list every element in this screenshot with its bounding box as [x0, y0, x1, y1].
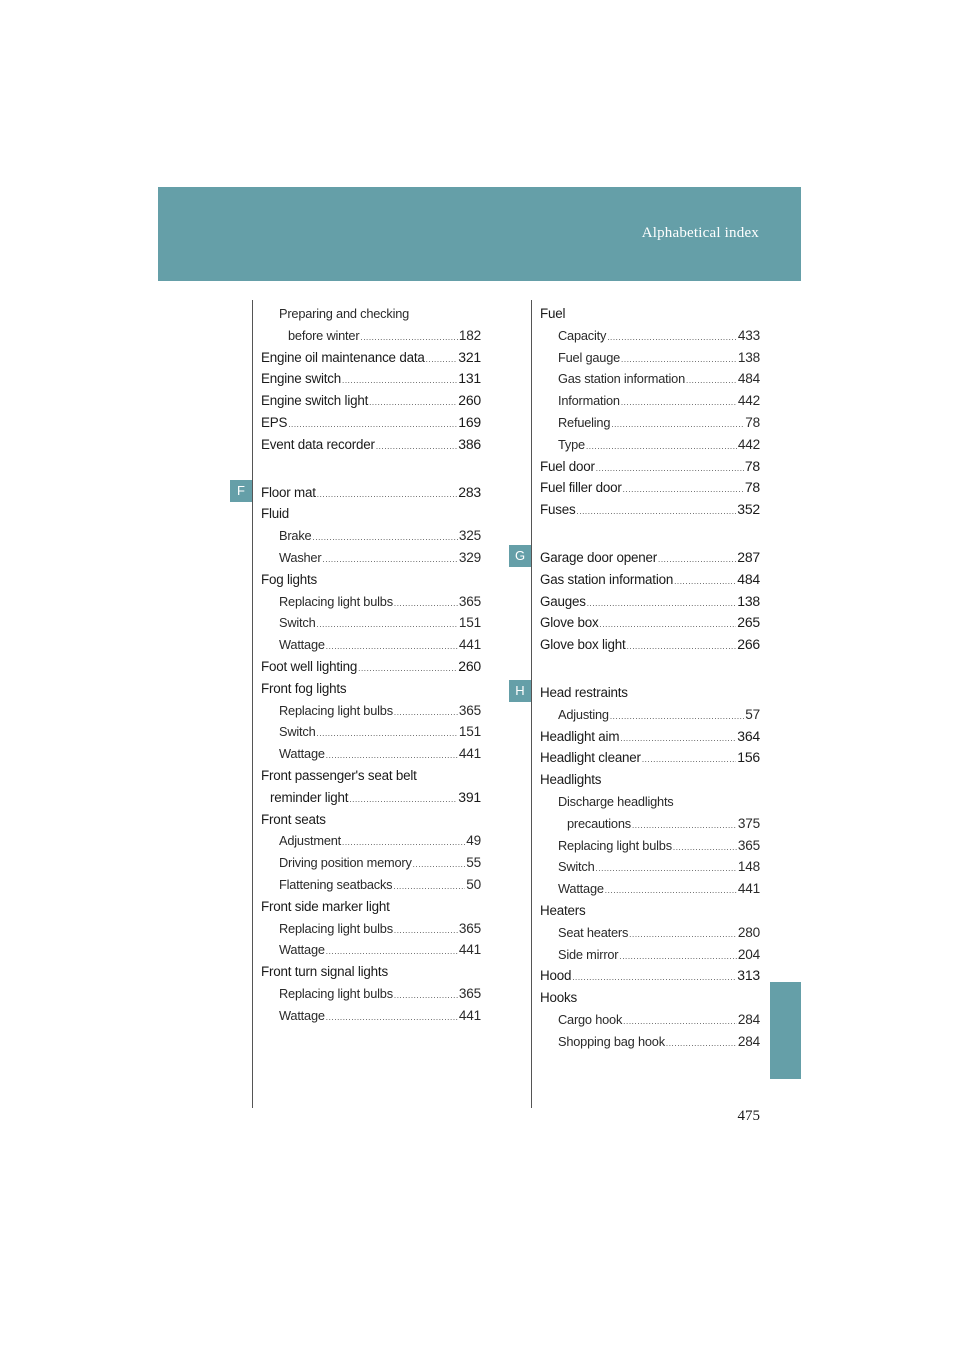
- index-entry: [540, 987, 760, 1009]
- index-term: Gas station information: [540, 571, 674, 587]
- index-term: Foot well lighting: [261, 658, 358, 674]
- index-page-ref[interactable]: 50: [466, 876, 481, 892]
- index-term: Replacing light bulbs: [279, 702, 393, 718]
- leader-dots: [342, 839, 465, 847]
- leader-dots: [317, 730, 458, 738]
- index-term: Refueling: [558, 414, 611, 430]
- index-term: before winter: [288, 327, 360, 343]
- leader-dots: [326, 1014, 458, 1022]
- index-entry: [261, 1005, 481, 1027]
- index-term: Gauges: [540, 593, 586, 609]
- index-entry: [261, 634, 481, 656]
- leader-dots: [596, 865, 737, 873]
- index-term: Headlights: [540, 772, 602, 788]
- leader-dots: [674, 578, 736, 586]
- index-term: Shopping bag hook: [558, 1033, 665, 1049]
- index-entry: [540, 499, 760, 521]
- index-term: Wattage: [279, 746, 325, 762]
- index-page-ref[interactable]: 78: [744, 479, 760, 496]
- leader-dots: [376, 443, 457, 451]
- index-term: Seat heaters: [558, 924, 629, 940]
- index-entry: [261, 896, 481, 918]
- leader-dots: [394, 600, 458, 608]
- index-page-ref[interactable]: 441: [458, 942, 481, 958]
- index-page-ref[interactable]: 442: [737, 436, 760, 452]
- index-entry: [540, 456, 760, 478]
- index-term: Floor mat: [261, 484, 316, 500]
- index-entry: [540, 412, 760, 434]
- index-term: Driving position memory: [279, 855, 412, 871]
- leader-dots: [596, 465, 744, 473]
- leader-dots: [621, 399, 737, 407]
- index-entry: [540, 682, 760, 704]
- index-page-ref[interactable]: 266: [737, 636, 760, 653]
- leader-dots: [666, 1040, 737, 1048]
- left-column-rule: [252, 300, 253, 1108]
- leader-dots: [326, 752, 458, 760]
- index-page-ref[interactable]: 182: [458, 327, 481, 343]
- leader-dots: [288, 421, 457, 429]
- index-entry: [261, 612, 481, 634]
- index-entry: [540, 769, 760, 791]
- leader-dots: [586, 443, 737, 451]
- index-page-ref[interactable]: 441: [458, 1007, 481, 1023]
- section-gap: [540, 521, 760, 547]
- header-title: Alphabetical index: [641, 225, 759, 241]
- index-term: Front side marker light: [261, 898, 390, 914]
- index-entry: [540, 900, 760, 922]
- index-page-ref[interactable]: 365: [458, 702, 481, 718]
- leader-dots: [576, 508, 736, 516]
- index-entry: [261, 547, 481, 569]
- index-entry: [540, 347, 760, 369]
- index-term: Wattage: [558, 881, 604, 897]
- index-page-ref[interactable]: 441: [737, 881, 760, 897]
- index-entry: [540, 878, 760, 900]
- index-entry: [261, 678, 481, 700]
- leader-dots: [394, 709, 458, 717]
- index-page-ref[interactable]: 321: [458, 348, 481, 365]
- index-term: Fuel door: [540, 458, 595, 474]
- index-term: Fuses: [540, 502, 576, 518]
- index-term: Switch: [279, 615, 316, 631]
- index-page-ref[interactable]: 204: [737, 946, 760, 962]
- index-page-ref[interactable]: 287: [737, 548, 760, 565]
- index-page-ref[interactable]: 365: [458, 985, 481, 1001]
- index-entry: [261, 591, 481, 613]
- index-page-ref[interactable]: 148: [737, 859, 760, 875]
- leader-dots: [317, 491, 457, 499]
- index-term: Garage door opener: [540, 549, 658, 565]
- index-term: Headlight cleaner: [540, 750, 641, 766]
- index-term: reminder light: [270, 789, 349, 805]
- index-entry: [261, 939, 481, 961]
- index-page-ref[interactable]: 352: [737, 501, 760, 518]
- index-entry: [540, 325, 760, 347]
- leader-dots: [611, 421, 744, 429]
- index-term: Wattage: [279, 1007, 325, 1023]
- index-page-ref[interactable]: 313: [737, 967, 760, 984]
- leader-dots: [620, 735, 736, 743]
- index-page-ref[interactable]: 365: [458, 920, 481, 936]
- index-term: Fuel gauge: [558, 349, 621, 365]
- leader-dots: [658, 556, 736, 564]
- leader-dots: [312, 534, 457, 542]
- index-term: Front seats: [261, 811, 326, 827]
- index-term: Gas station information: [558, 371, 685, 387]
- index-page-ref[interactable]: 365: [737, 837, 760, 853]
- index-term: Front fog lights: [261, 680, 347, 696]
- index-entry: [261, 874, 481, 896]
- index-entry: [261, 809, 481, 831]
- section-gap: [261, 456, 481, 482]
- index-page-ref[interactable]: 265: [737, 614, 760, 631]
- index-entry: [261, 830, 481, 852]
- index-entry: [261, 569, 481, 591]
- index-entry: [540, 390, 760, 412]
- index-term: Switch: [279, 724, 316, 740]
- leader-dots: [358, 665, 457, 673]
- right-column-rule: [531, 300, 532, 1108]
- letter-tab-g: G: [509, 545, 531, 567]
- index-page-ref[interactable]: 329: [458, 549, 481, 565]
- leader-dots: [587, 600, 737, 608]
- index-entry: [261, 700, 481, 722]
- index-term: Engine switch: [261, 371, 342, 387]
- index-entry: [540, 1031, 760, 1053]
- index-term: Hood: [540, 968, 572, 984]
- index-entry: [261, 347, 481, 369]
- index-entry: [540, 1009, 760, 1031]
- leader-dots: [413, 861, 466, 869]
- index-term: Capacity: [558, 327, 607, 343]
- index-entry: [261, 325, 481, 347]
- leader-dots: [686, 377, 737, 385]
- index-entry: [261, 787, 481, 809]
- index-entry: [261, 412, 481, 434]
- index-entry: [540, 704, 760, 726]
- index-term: Replacing light bulbs: [279, 593, 393, 609]
- index-page-ref[interactable]: 55: [466, 855, 481, 871]
- index-entry: [261, 303, 481, 325]
- index-entry: [540, 634, 760, 656]
- leader-dots: [326, 643, 458, 651]
- index-page-ref[interactable]: 284: [737, 1011, 760, 1027]
- index-page-ref[interactable]: 284: [737, 1033, 760, 1049]
- index-page-ref[interactable]: 386: [458, 435, 481, 452]
- index-page-ref[interactable]: 364: [737, 727, 760, 744]
- index-entry: [540, 368, 760, 390]
- leader-dots: [572, 974, 736, 982]
- index-entry: [540, 791, 760, 813]
- index-entry: [261, 743, 481, 765]
- index-entry: [540, 747, 760, 769]
- index-page-ref[interactable]: 441: [458, 746, 481, 762]
- index-entry: [540, 547, 760, 569]
- leader-dots: [426, 356, 458, 364]
- index-entry: [540, 591, 760, 613]
- index-page-ref[interactable]: 78: [745, 414, 760, 430]
- index-page-ref[interactable]: 365: [458, 593, 481, 609]
- index-entry: [261, 482, 481, 504]
- index-page-ref[interactable]: 375: [737, 815, 760, 831]
- leader-dots: [623, 486, 744, 494]
- leader-dots: [326, 948, 458, 956]
- index-page-ref[interactable]: 131: [458, 370, 481, 387]
- index-entry: [261, 368, 481, 390]
- index-entry: [540, 835, 760, 857]
- leader-dots: [393, 883, 465, 891]
- index-entry: [261, 434, 481, 456]
- index-page-ref[interactable]: 391: [458, 788, 481, 805]
- index-page-ref[interactable]: 151: [458, 724, 481, 740]
- index-term: Information: [558, 393, 620, 409]
- leader-dots: [627, 643, 737, 651]
- index-term: Headlight aim: [540, 728, 620, 744]
- leader-dots: [605, 887, 737, 895]
- index-term: Adjusting: [558, 706, 609, 722]
- page-header: [158, 187, 801, 281]
- index-term: Adjustment: [279, 833, 342, 849]
- index-entry: [540, 922, 760, 944]
- index-entry: [540, 477, 760, 499]
- index-entry: [540, 944, 760, 966]
- index-term: Wattage: [279, 942, 325, 958]
- leader-dots: [394, 927, 458, 935]
- index-term: Fog lights: [261, 571, 318, 587]
- leader-dots: [621, 356, 737, 364]
- leader-dots: [317, 621, 458, 629]
- index-entry: [261, 983, 481, 1005]
- index-page-ref[interactable]: 151: [458, 615, 481, 631]
- index-term: Hooks: [540, 990, 577, 1006]
- index-term: Heaters: [540, 902, 586, 918]
- index-term: Event data recorder: [261, 436, 375, 452]
- index-entry: [261, 390, 481, 412]
- index-entry: [261, 852, 481, 874]
- index-column-left: [261, 303, 481, 1027]
- leader-dots: [632, 822, 737, 830]
- letter-tab-h: H: [509, 680, 531, 702]
- leader-dots: [360, 334, 458, 342]
- index-page-ref[interactable]: 78: [744, 457, 760, 474]
- index-entry: [261, 656, 481, 678]
- index-term: Front turn signal lights: [261, 964, 388, 980]
- leader-dots: [369, 399, 457, 407]
- index-page-ref[interactable]: 283: [458, 483, 481, 500]
- index-entry: [540, 965, 760, 987]
- index-term: Cargo hook: [558, 1011, 623, 1027]
- index-entry: [261, 721, 481, 743]
- leader-dots: [619, 953, 737, 961]
- index-term: precautions: [567, 815, 631, 831]
- index-entry: [540, 303, 760, 325]
- index-term: Brake: [279, 528, 312, 544]
- index-term: Discharge headlights: [558, 793, 674, 809]
- leader-dots: [607, 334, 737, 342]
- index-page-ref[interactable]: 169: [458, 413, 481, 430]
- index-page-ref[interactable]: 280: [737, 924, 760, 940]
- index-term: Type: [558, 436, 585, 452]
- index-term: Washer: [279, 549, 322, 565]
- leader-dots: [629, 931, 737, 939]
- index-column-right: [540, 303, 760, 1053]
- index-entry: [540, 813, 760, 835]
- index-term: Engine oil maintenance data: [261, 349, 425, 365]
- chapter-side-tab: [770, 982, 801, 1079]
- leader-dots: [322, 556, 457, 564]
- index-term: Switch: [558, 859, 595, 875]
- leader-dots: [610, 713, 744, 721]
- index-term: Side mirror: [558, 946, 619, 962]
- index-term: Head restraints: [540, 684, 628, 700]
- page-number: 475: [737, 1108, 760, 1124]
- leader-dots: [349, 796, 457, 804]
- index-page-ref[interactable]: 138: [737, 592, 760, 609]
- leader-dots: [642, 756, 736, 764]
- index-page-ref[interactable]: 442: [737, 393, 760, 409]
- leader-dots: [623, 1018, 737, 1026]
- index-page-ref[interactable]: 156: [737, 749, 760, 766]
- leader-dots: [600, 621, 737, 629]
- index-page-ref[interactable]: 441: [458, 637, 481, 653]
- index-term: Glove box: [540, 615, 599, 631]
- index-page-ref[interactable]: 260: [458, 392, 481, 409]
- leader-dots: [394, 992, 458, 1000]
- index-entry: [540, 569, 760, 591]
- index-term: Fuel filler door: [540, 480, 622, 496]
- index-term: Replacing light bulbs: [279, 985, 393, 1001]
- index-page-ref[interactable]: 484: [737, 371, 760, 387]
- index-term: Front passenger's seat belt: [261, 767, 417, 783]
- index-entry: [261, 918, 481, 940]
- index-term: Wattage: [279, 637, 325, 653]
- index-page-ref[interactable]: 325: [458, 528, 481, 544]
- index-page-ref[interactable]: 138: [737, 349, 760, 365]
- index-page-ref[interactable]: 433: [737, 327, 760, 343]
- letter-tab-f: F: [230, 480, 252, 502]
- index-term: Glove box light: [540, 637, 626, 653]
- index-entry: [261, 765, 481, 787]
- index-term: Replacing light bulbs: [558, 837, 672, 853]
- index-page-ref[interactable]: 484: [737, 570, 760, 587]
- section-gap: [540, 656, 760, 682]
- index-page-ref[interactable]: 49: [466, 833, 481, 849]
- index-entry: [261, 525, 481, 547]
- index-term: Replacing light bulbs: [279, 920, 393, 936]
- index-term: Fuel: [540, 306, 566, 321]
- leader-dots: [673, 844, 737, 852]
- index-term: Engine switch light: [261, 393, 369, 409]
- index-term: Preparing and checking: [279, 306, 410, 321]
- index-term: Fluid: [261, 506, 290, 522]
- index-page-ref[interactable]: 260: [458, 657, 481, 674]
- index-entry: [540, 434, 760, 456]
- index-term: EPS: [261, 414, 288, 430]
- index-entry: [540, 856, 760, 878]
- index-entry: [540, 612, 760, 634]
- index-entry: [261, 961, 481, 983]
- index-term: Flattening seatbacks: [279, 876, 393, 892]
- index-entry: [261, 503, 481, 525]
- index-page-ref[interactable]: 57: [745, 706, 760, 722]
- index-entry: [540, 726, 760, 748]
- leader-dots: [342, 377, 457, 385]
